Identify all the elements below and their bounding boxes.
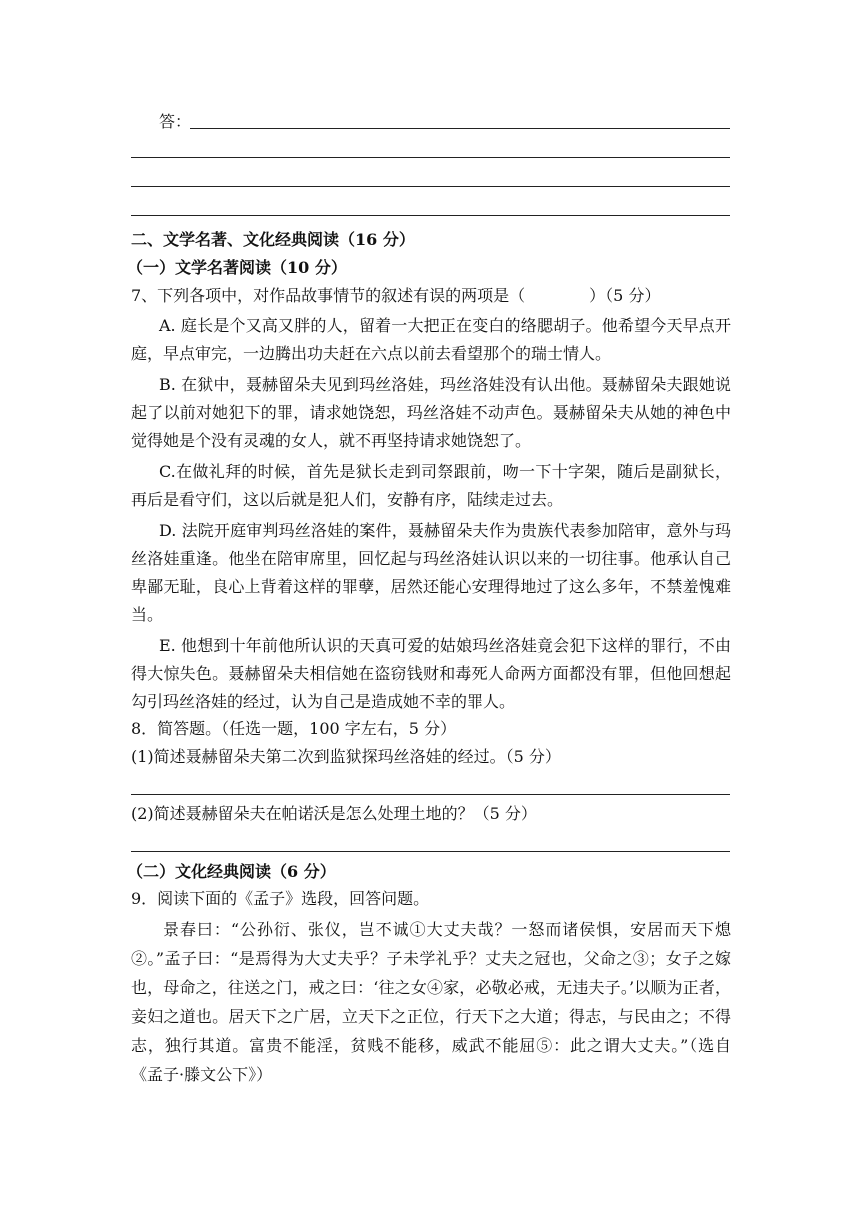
q8-answer-line-2[interactable] — [131, 851, 730, 852]
part1-title: （一）文学名著阅读（10 分） — [127, 258, 347, 277]
q7-option-d: D. 法院开庭审判玛丝洛娃的案件，聂赫留朵夫作为贵族代表参加陪审，意外与玛丝洛娃重逢。他坐在陪审席里，回忆起与玛丝洛娃认识以来的一切往事。他承认自己卑鄙无耻，良心上背着这样的罪孽，居然还能心安理得地过了这么多年，不禁羞愧难当。 — [131, 521, 731, 624]
q7-option-a: A. 庭长是个又高又胖的人，留着一大把正在变白的络腮胡子。他希望今天早点开庭，早点审完，一边腾出功夫赶在六点以前去看望那个的瑞士情人。 — [131, 316, 731, 363]
answer-line-1[interactable] — [190, 128, 730, 129]
answer-line-2[interactable] — [131, 157, 730, 158]
q9-stem: 9．阅读下面的《孟子》选段，回答问题。 — [131, 889, 430, 908]
q7-option-b: B. 在狱中，聂赫留朵夫见到玛丝洛娃，玛丝洛娃没有认出他。聂赫留朵夫跟她说起了以前对她犯下的罪，请求她饶恕，玛丝洛娃不动声色。聂赫留朵夫从她的神色中觉得她是个没有灵魂的女人，就不再坚持请求她饶恕了。 — [131, 375, 731, 450]
q8-sub1: (1)简述聂赫留朵夫第二次到监狱探玛丝洛娃的经过。（5 分） — [131, 747, 561, 766]
q7-option-e: E. 他想到十年前他所认识的天真可爱的姑娘玛丝洛娃竟会犯下这样的罪行，不由得大惊失色。聂赫留朵夫相信她在盗窃钱财和毒死人命两方面都没有罪，但他回想起勾引玛丝洛娃的经过，认为自己是造成她不幸的罪人。 — [131, 636, 731, 711]
q9-passage — [131, 915, 731, 1089]
q7-options — [131, 312, 731, 716]
q7-option-c: C.在做礼拜的时候，首先是狱长走到司祭跟前，吻一下十字架，随后是副狱长，再后是看守们，这以后就是犯人们，安静有序，陆续走过去。 — [131, 462, 731, 509]
q9-passage-text: 景春曰：“公孙衍、张仪，岂不诚①大丈夫哉？一怒而诸侯惧，安居而天下熄②。”孟子曰：“是焉得为大丈夫乎？子未学礼乎？丈夫之冠也，父命之③；女子之嫁也，母命之，往送之门，戒之曰：‘往之女④家，必敬必戒，无违夫子。’以顺为正者，妾妇之道也。居天下之广居，立天下之正位，行天下之大道；得志，与民由之；不得志，独行其道。富贵不能淫，贫贱不能移，威武不能屈⑤：此之谓大丈夫。”（选自《孟子·滕文公下》） — [131, 920, 731, 1084]
q8-answer-line-1[interactable] — [131, 794, 730, 795]
answer-label: 答： — [159, 112, 192, 131]
q8-stem: 8．简答题。（任选一题，100 字左右，5 分） — [131, 719, 457, 738]
q7-stem: 7、下列各项中，对作品故事情节的叙述有误的两项是（ ）（5 分） — [131, 286, 661, 305]
answer-line-3[interactable] — [131, 186, 730, 187]
part2-title: （二）文化经典阅读（6 分） — [127, 862, 336, 881]
q8-sub2: (2)简述聂赫留朵夫在帕诺沃是怎么处理土地的？（5 分） — [131, 804, 537, 823]
answer-line-4[interactable] — [131, 215, 730, 216]
section2-title: 二、文学名著、文化经典阅读（16 分） — [131, 230, 415, 249]
